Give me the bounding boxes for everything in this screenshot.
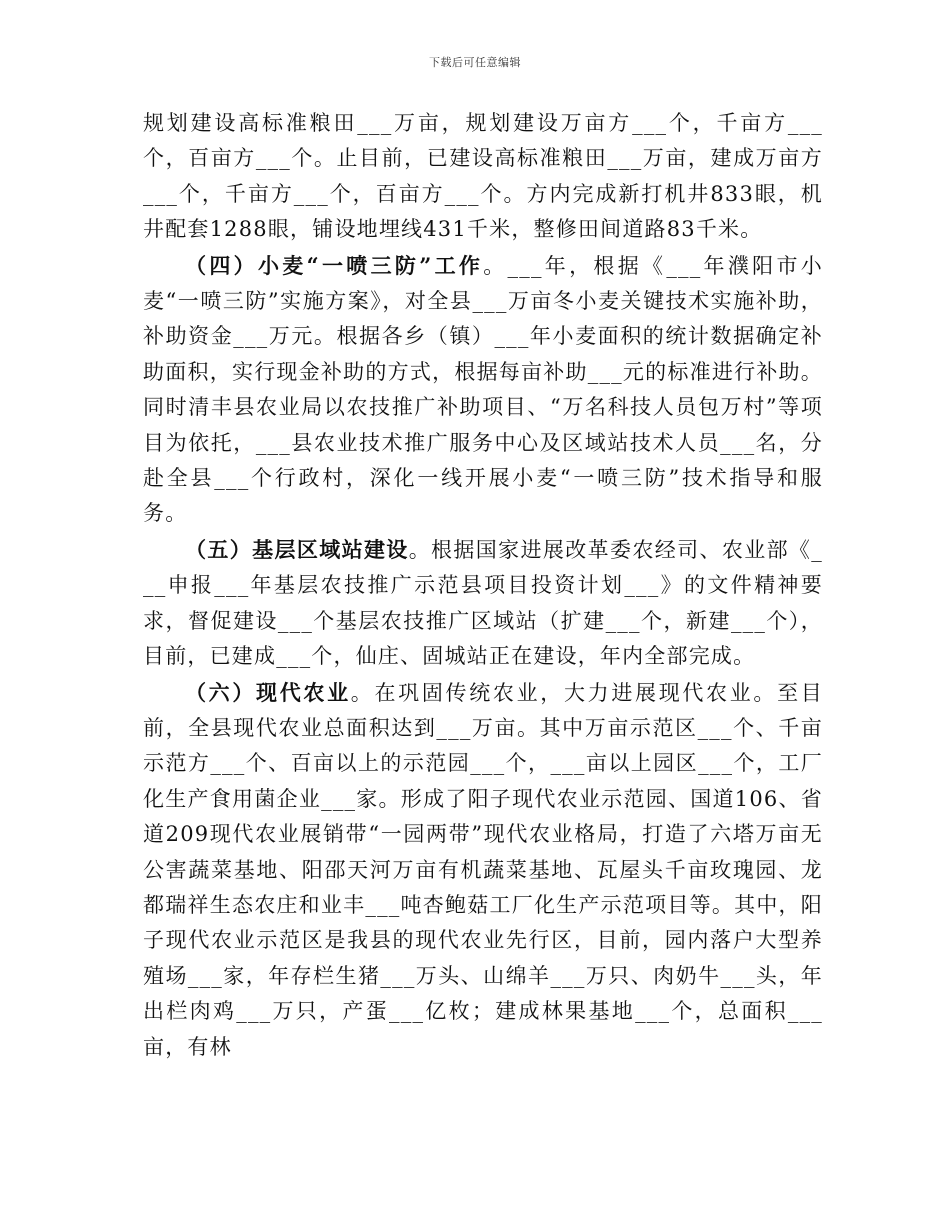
section-heading: （四）小麦“一喷三防”工作: [185, 252, 484, 278]
section-heading: （六）现代农业: [185, 679, 351, 705]
paragraph-wheat-spray: [143, 248, 823, 532]
paragraph-regional-station: [143, 532, 823, 675]
page-header: 下载后可任意编辑: [429, 56, 521, 69]
paragraph-continuation: [143, 106, 823, 248]
paragraph-text: 规划建设高标准粮田___万亩，规划建设万亩方___个，千亩方___个，百亩方___个。止目前，已建设高标准粮田___万亩，建成万亩方___个，千亩方___个，百亩方___个。方内完成新打机井833眼，机井配套1288眼，铺设地埋线431千米，整修田间道路83千米。: [143, 111, 823, 242]
section-heading: （五）基层区域站建设: [185, 536, 409, 562]
paragraph-text: 。___年，根据《___年濮阳市小麦“一喷三防”实施方案》，对全县___万亩冬小麦关键技术实施补助，补助资金___万元。根据各乡（镇）___年小麦面积的统计数据确定补助面积，实行现金补助的方式，根据每亩补助___元的标准进行补助。同时清丰县农业局以农技推广补助项目、“万名科技人员包万村”等项目为依托，___县农业技术推广服务中心及区域站技术人员___名，分赴全县___个行政村，深化一线开展小麦“一喷三防”技术指导和服务。: [143, 253, 823, 526]
paragraph-text: 。根据国家进展改革委农经司、农业部《___申报___年基层农技推广示范县项目投资计划___》的文件精神要求，督促建设___个基层农技推广区域站（扩建___个，新建___个），目前，已建成___个，仙庄、固城站正在建设，年内全部完成。: [143, 537, 823, 669]
paragraph-text: 。在巩固传统农业，大力进展现代农业。至目前，全县现代农业总面积达到___万亩。其中万亩示范区___个、千亩示范方___个、百亩以上的示范园___个，___亩以上园区___个，工厂化生产食用菌企业___家。形成了阳子现代农业示范园、国道106、省道209现代农业展销带“一园两带”现代农业格局，打造了六塔万亩无公害蔬菜基地、阳邵天河万亩有机蔬菜基地、瓦屋头千亩玫瑰园、龙都瑞祥生态农庄和业丰___吨杏鲍菇工厂化生产示范项目等。其中，阳子现代农业示范区是我县的现代农业先行区，目前，园内落户大型养殖场___家，年存栏生猪___万头、山绵羊___万只、肉奶牛___头，年出栏肉鸡___万只，产蛋___亿枚；建成林果基地___个，总面积___亩，有林: [143, 680, 823, 1059]
paragraph-modern-agriculture: [143, 675, 823, 1065]
document-body: [143, 106, 823, 1065]
